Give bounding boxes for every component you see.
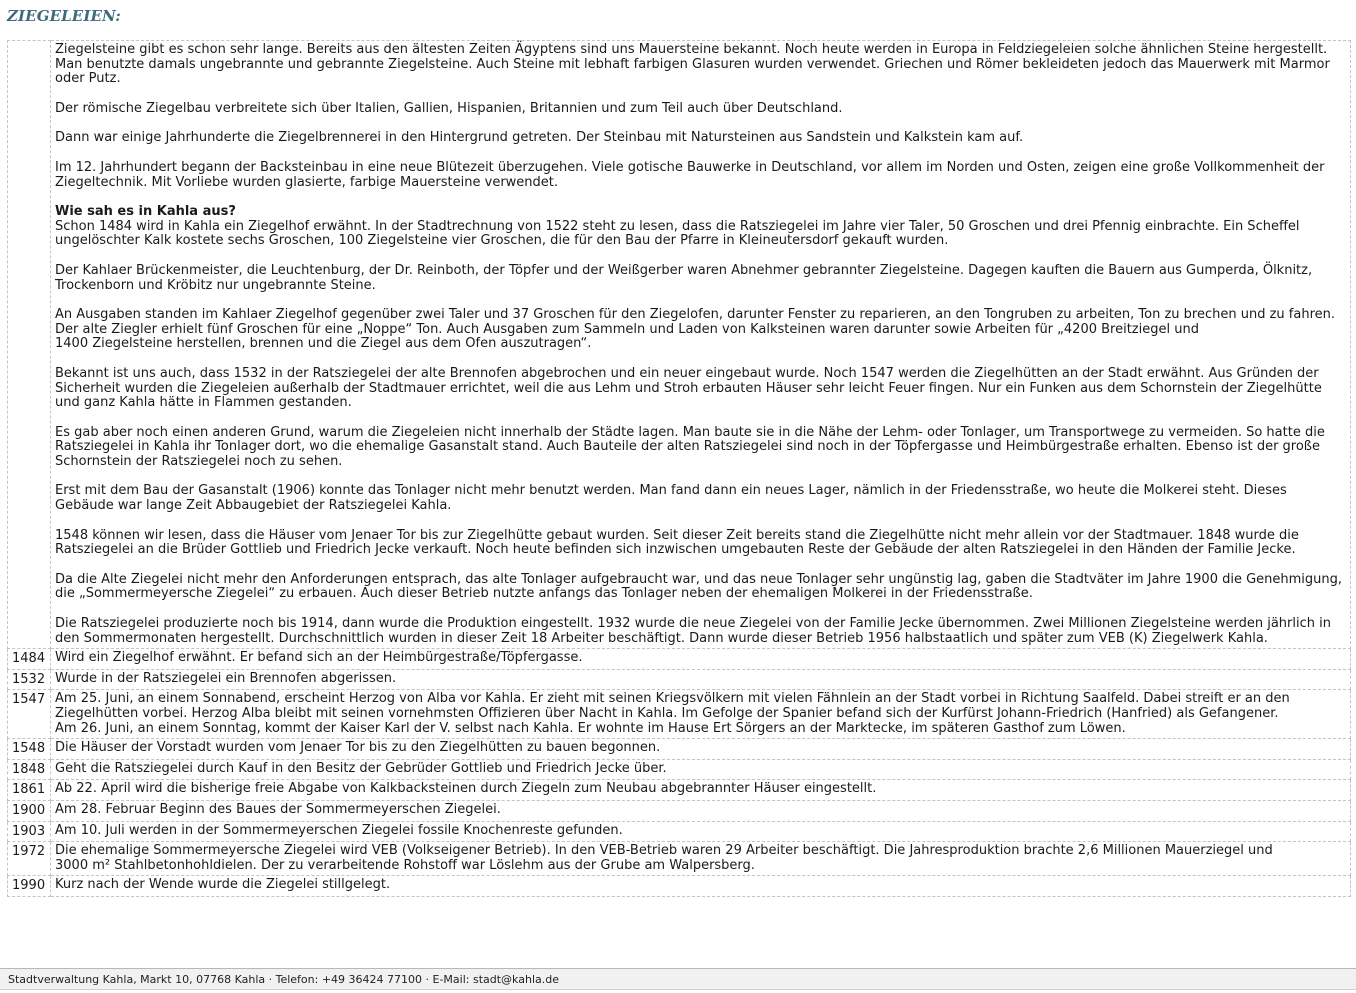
year-cell-empty [8, 41, 51, 649]
table-row [8, 739, 1351, 760]
paragraph: Der Kahlaer Brückenmeister, die Leuchtenburg, der Dr. Reinboth, der Töpfer und der Weißgerber waren Abnehmer gebrannter Ziegelsteine. Dagegen kauften die Bauern aus Gumperda, Ölknitz, Trockenborn und Kröbitz nur ungebrannte Steine. [55, 262, 1313, 293]
page-title: ZIEGELEIEN: [7, 7, 121, 25]
footer-contact-text: Stadtverwaltung Kahla, Markt 10, 07768 Kahla · Telefon: +49 36424 77100 · E-Mail: stadt@kahla.de [8, 973, 559, 986]
section-subheading: Wie sah es in Kahla aus? [55, 204, 236, 220]
year-cell: 1861 [8, 780, 51, 801]
paragraph: Schon 1484 wird in Kahla ein Ziegelhof erwähnt. In der Stadtrechnung von 1522 steht zu lesen, dass die Ratsziegelei im Jahre vier Taler, 50 Groschen und drei Pfennig einbrachte. Ein Scheffel ungelöschter Kalk kostete sechs Groschen, 100 Ziegelsteine vier Groschen, die für den Bau der Pfarre in Kleineutersdorf gekauft wurden. [55, 218, 1300, 249]
event-cell [51, 690, 1351, 739]
page-footer [0, 968, 1356, 990]
intro-row [8, 41, 1351, 649]
year-cell: 1972 [8, 842, 51, 876]
paragraph-block [55, 205, 1346, 249]
event-cell [51, 842, 1351, 876]
table-row [8, 690, 1351, 739]
intro-text [51, 41, 1351, 649]
paragraph: Da die Alte Ziegelei nicht mehr den Anforderungen entsprach, das alte Tonlager aufgebraucht war, und das neue Tonlager sehr ungünstig lag, gaben die Stadtväter im Jahre 1900 die Genehmigung, die „Sommermeyersche Ziegelei“ zu erbauen. Auch dieser Betrieb nutzte anfangs das Tonlager neben der ehemaligen Molkerei in der Friedensstraße. [55, 571, 1343, 602]
year-cell: 1547 [8, 690, 51, 739]
event-cell: Kurz nach der Wende wurde die Ziegelei stillgelegt. [51, 876, 1351, 897]
year-cell: 1900 [8, 800, 51, 821]
event-text-continued: Am 26. Juni, an einem Sonntag, kommt der Kaiser Karl der V. selbst nach Kahla. Er wohnte im Hause Ert Sörgers an der Marktecke, im späteren Gasthof zum Löwen. [55, 720, 1126, 736]
year-cell: 1903 [8, 821, 51, 842]
event-cell: Geht die Ratsziegelei durch Kauf in den Besitz der Gebrüder Gottlieb und Friedrich Jecke über. [51, 759, 1351, 780]
event-cell: Wurde in der Ratsziegelei ein Brennofen abgerissen. [51, 669, 1351, 690]
paragraph: Dann war einige Jahrhunderte die Ziegelbrennerei in den Hintergrund getreten. Der Steinbau mit Natursteinen aus Sandstein und Kalkstein kam auf. [55, 130, 1024, 146]
table-row [8, 759, 1351, 780]
paragraph: Ziegelsteine gibt es schon sehr lange. Bereits aus den ältesten Zeiten Ägyptens sind uns Mauersteine bekannt. Noch heute werden in Europa in Feldziegeleien solche ähnlichen Steine hergestellt. Man benutzte damals ungebrannte und gebrannte Ziegelsteine. Auch Steine mit lebhaft farbigen Glasuren wurden verwendet. Griechen und Römer bekleideten jedoch das Mauerwerk mit Marmor oder Putz. [55, 42, 1330, 87]
table-row [8, 800, 1351, 821]
event-text: Die ehemalige Sommermeyersche Ziegelei wird VEB (Volkseigener Betrieb). In den VEB-Betrieb waren 29 Arbeiter beschäftigt. Die Jahresproduktion brachte 2,6 Millionen Mauerziegel und [55, 843, 1273, 859]
event-text: Am 25. Juni, an einem Sonnabend, erscheint Herzog von Alba vor Kahla. Er zieht mit seinen Kriegsvölkern mit vielen Fähnlein an der Stadt vorbei in Richtung Saalfeld. Dabei streift er an den Ziegelhütten vorbei. Herzog Alba bleibt mit seinen vornehmsten Offizieren über Nacht in Kahla. Im Gefolge der Spanier befand sich der Kurfürst Johann-Friedrich (Hanfried) als Gefangener. [55, 691, 1290, 721]
paragraph-block [55, 308, 1346, 352]
chronicle-table [7, 40, 1351, 897]
paragraph: Im 12. Jahrhundert begann der Backsteinbau in eine neue Blütezeit überzugehen. Viele gotische Bauwerke in Deutschland, vor allem im Norden und Osten, zeigen eine große Vollkommenheit der Ziegeltechnik. Mit Vorliebe wurden glasierte, farbige Mauersteine verwendet. [55, 159, 1325, 190]
year-cell: 1532 [8, 669, 51, 690]
table-row [8, 876, 1351, 897]
table-row [8, 649, 1351, 670]
event-cell: Ab 22. April wird die bisherige freie Abgabe von Kalkbacksteinen durch Ziegeln zum Neubau abgebrannter Häuser eingestellt. [51, 780, 1351, 801]
event-cell: Die Häuser der Vorstadt wurden vom Jenaer Tor bis zu den Ziegelhütten zu bauen begonnen. [51, 739, 1351, 760]
table-row [8, 780, 1351, 801]
event-cell: Am 10. Juli werden in der Sommermeyerschen Ziegelei fossile Knochenreste gefunden. [51, 821, 1351, 842]
paragraph: An Ausgaben standen im Kahlaer Ziegelhof gegenüber zwei Taler und 37 Groschen für den Ziegelofen, darunter Fenster zu reparieren, an den Tongruben zu arbeiten, Ton zu brechen und zu fahren. Der alte Ziegler erhielt fünf Groschen für eine „Noppe“ Ton. Auch Ausgaben zum Sammeln und Laden von Kalksteinen waren darunter sowie Arbeiten für „4200 Breitziegel und [55, 307, 1336, 337]
year-cell: 1484 [8, 649, 51, 670]
table-row [8, 842, 1351, 876]
event-cell: Am 28. Februar Beginn des Baues der Sommermeyerschen Ziegelei. [51, 800, 1351, 821]
year-cell: 1548 [8, 739, 51, 760]
paragraph: Erst mit dem Bau der Gasanstalt (1906) konnte das Tonlager nicht mehr benutzt werden. Man fand dann ein neues Lager, nämlich in der Friedensstraße, wo heute die Molkerei steht. Dieses Gebäude war lange Zeit Abbaugebiet der Ratsziegelei Kahla. [55, 483, 1287, 514]
paragraph: Bekannt ist uns auch, dass 1532 in der Ratsziegelei der alte Brennofen abgebrochen und ein neuer eingebaut wurde. Noch 1547 werden die Ziegelhütten an der Stadt erwähnt. Aus Gründen der Sicherheit wurden die Ziegeleien außerhalb der Stadtmauer errichtet, weil die aus Lehm und Stroh erbauten Häuser sehr leicht Feuer fingen. Nur ein Funken aus dem Schornstein der Ziegelhütte und ganz Kahla hätte in Flammen gestanden. [55, 365, 1322, 411]
table-row [8, 669, 1351, 690]
paragraph: Der römische Ziegelbau verbreitete sich über Italien, Gallien, Hispanien, Britannien und zum Teil auch über Deutschland. [55, 100, 843, 116]
event-cell: Wird ein Ziegelhof erwähnt. Er befand sich an der Heimbürgestraße/Töpfergasse. [51, 649, 1351, 670]
paragraph: 1548 können wir lesen, dass die Häuser vom Jenaer Tor bis zur Ziegelhütte gebaut wurden. Seit dieser Zeit bereits stand die Ziegelhütte nicht mehr allein vor der Stadtmauer. 1848 wurde die Ratsziegelei an die Brüder Gottlieb und Friedrich Jecke verkauft. Noch heute befinden sich inzwischen umgebauten Reste der Gebäude der alten Ratsziegelei in den Händen der Familie Jecke. [55, 527, 1299, 558]
year-cell: 1848 [8, 759, 51, 780]
event-text-continued: 3000 m² Stahlbetonhohldielen. Der zu verarbeitende Rohstoff war Löslehm aus der Grube am Walpersberg. [55, 857, 755, 873]
paragraph: Die Ratsziegelei produzierte noch bis 1914, dann wurde die Produktion eingestellt. 1932 wurde die neue Ziegelei von der Familie Jecke übernommen. Zwei Millionen Ziegelsteine werden jährlich in den Sommermonaten hergestellt. Durchschnittlich wurden in dieser Zeit 18 Arbeiter beschäftigt. Dann wurde dieser Betrieb 1956 halbstaatlich und später zum VEB (K) Ziegelwerk Kahla. [55, 616, 1331, 646]
year-cell: 1990 [8, 876, 51, 897]
table-row [8, 821, 1351, 842]
paragraph-continued: 1400 Ziegelsteine herstellen, brennen und die Ziegel aus dem Ofen auszutragen“. [55, 336, 592, 352]
paragraph: Es gab aber noch einen anderen Grund, warum die Ziegeleien nicht innerhalb der Städte lagen. Man baute sie in die Nähe der Lehm- oder Tonlager, um Transportwege zu vermeiden. So hatte die Ratsziegelei in Kahla ihr Tonlager dort, wo die ehemalige Gasanstalt stand. Auch Bauteile der alten Ratsziegelei sind noch in der Töpfergasse und Heimbürgestraße erhalten. Ebenso ist der große Schornstein der Ratsziegelei noch zu sehen. [55, 424, 1325, 469]
